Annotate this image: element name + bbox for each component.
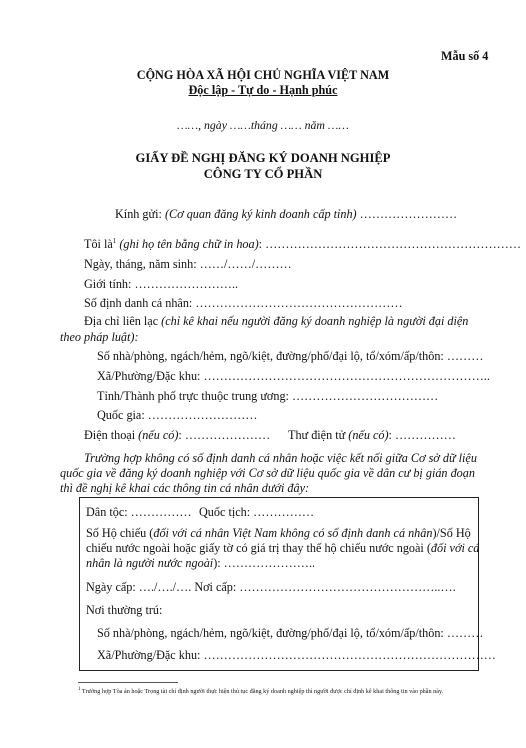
note-line-1: Trường hợp không có số định danh cá nhân hoặc việc kết nối giữa Cơ sở dữ liệu [84, 451, 477, 465]
nationality-field[interactable]: Quốc tịch: …………… [199, 505, 315, 519]
passport-hint-1: đối với cá nhân Việt Nam không có số định danh cá nhân [153, 526, 433, 540]
address-hint-2: theo pháp luật): [60, 330, 139, 344]
email-line [288, 428, 456, 443]
address-hint-1: (chỉ kê khai nếu người đăng ký doanh nghiệp là người đại diện [161, 314, 469, 328]
footnote-number: 1 [78, 687, 81, 692]
street-field[interactable]: Số nhà/phòng, ngách/hẻm, ngõ/kiệt, đường/phố/đại lộ, tổ/xóm/ấp/thôn: ……… [97, 349, 484, 363]
footnote [78, 686, 488, 696]
phone-label: Điện thoại [84, 428, 136, 442]
phone-line [84, 428, 270, 443]
form-number: Mẫu số 4 [441, 49, 489, 63]
ward-field[interactable]: Xã/Phường/Đặc khu: …………………………………………………………….. [97, 369, 490, 383]
gender-field[interactable]: Giới tính: …………………….. [84, 277, 239, 291]
footnote-ref: 1 [112, 237, 117, 245]
dob-field[interactable]: Ngày, tháng, năm sinh: ……/……/……… [84, 257, 292, 271]
passport-hint-2: đối với cá [430, 541, 480, 555]
passport-line-2 [86, 541, 479, 556]
phone-hint: (nếu có) [138, 428, 179, 442]
recipient-label: Kính gửi: [115, 207, 162, 221]
footnote-divider [78, 682, 178, 683]
recipient-hint: (Cơ quan đăng ký kinh doanh cấp tỉnh) [164, 207, 357, 221]
email-field[interactable]: : …………… [388, 428, 456, 442]
motto: Độc lập - Tự do - Hạnh phúc [188, 83, 338, 97]
phone-field[interactable]: : ………………… [178, 428, 271, 442]
passport-text-1b: )/Số Hộ [432, 526, 471, 540]
issue-field[interactable]: Ngày cấp: …./…./…. Nơi cấp: …………………………………………..…. [86, 580, 456, 594]
name-line [84, 237, 521, 252]
nation-heading: CỘNG HÒA XÃ HỘI CHỦ NGHĨA VIỆT NAM [136, 68, 390, 82]
residence-label: Nơi thường trú: [86, 603, 163, 617]
passport-line-1 [86, 526, 471, 541]
name-field[interactable]: : ……………………………………………………… [258, 237, 522, 252]
address-line [84, 314, 468, 329]
recipient-dots: …………………… [356, 207, 458, 221]
ethnic-field[interactable]: Dân tộc: …………… [86, 505, 192, 519]
passport-line-3 [86, 556, 315, 571]
passport-field[interactable]: ): ………………….. [213, 556, 316, 570]
document-subtitle: CÔNG TY CỔ PHẦN [203, 167, 323, 181]
name-label: Tôi là [84, 237, 113, 252]
name-hint: (ghi họ tên bằng chữ in hoa) [119, 237, 259, 252]
country-field[interactable]: Quốc gia: ……………………… [97, 408, 258, 422]
residence-ward-field[interactable]: Xã/Phường/Đặc khu: ……………………………………………………………… [97, 648, 496, 662]
note-line-2: quốc gia về đăng ký doanh nghiệp với Cơ sở dữ liệu quốc gia về dân cư bị gián đoạn [60, 466, 475, 480]
passport-text-2a: chiếu nước ngoài hoặc giấy tờ có giá trị thay thế hộ chiếu nước ngoài ( [86, 541, 431, 555]
passport-text-1a: Số Hộ chiếu ( [86, 526, 154, 540]
address-label: Địa chỉ liên lạc [84, 314, 159, 328]
residence-street-field[interactable]: Số nhà/phòng, ngách/hẻm, ngõ/kiệt, đường/phố/đại lộ, tổ/xóm/ấp/thôn: ……… [97, 626, 484, 640]
note-line-3: thì đề nghị kê khai các thông tin cá nhân dưới đây: [60, 481, 310, 495]
email-hint: (nếu có) [348, 428, 389, 442]
document-title: GIẤY ĐỀ NGHỊ ĐĂNG KÝ DOANH NGHIỆP [135, 151, 391, 165]
recipient-line [115, 207, 457, 222]
footnote-text: Trường hợp Tòa án hoặc Trọng tài chỉ định người thực hiện thủ tục đăng ký doanh nghiệp thì người được chỉ định kê khai thông tin vào phần này. [80, 688, 444, 696]
id-number-field[interactable]: Số định danh cá nhân: …………………………………………… [84, 296, 403, 310]
passport-hint-3: nhân là người nước ngoài [86, 556, 214, 570]
province-field[interactable]: Tỉnh/Thành phố trực thuộc trung ương: ……………………………… [97, 389, 439, 403]
motto-wrap [0, 83, 526, 98]
date-line: ……, ngày ……tháng …… năm …… [177, 118, 349, 132]
email-label: Thư điện tử [288, 428, 346, 442]
